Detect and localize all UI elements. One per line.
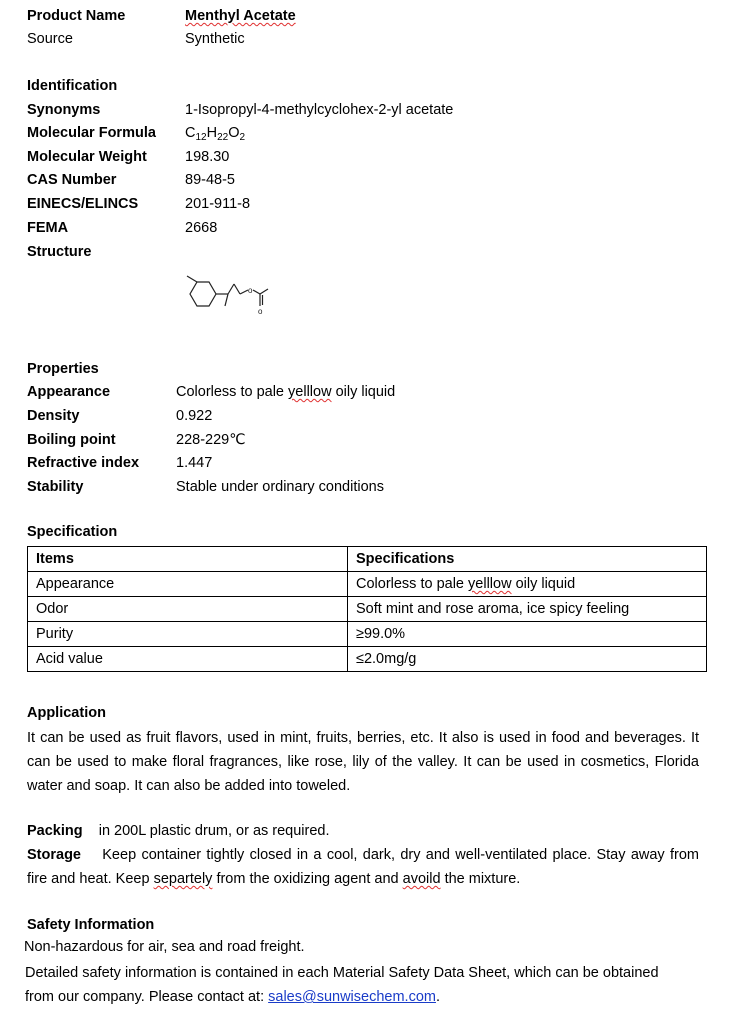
fema-label: FEMA xyxy=(27,220,69,236)
safety-text-end: . xyxy=(435,989,440,1005)
spec-misspelled: yelllow xyxy=(468,576,512,592)
spec-text-end: oily liquid xyxy=(511,576,576,592)
product-name-label: Product Name xyxy=(27,8,126,24)
safety-paragraph xyxy=(25,961,685,1009)
safety-text: Detailed safety information is contained in each Material Safety Data Sheet, which can be obtained from our company. Please contact at: xyxy=(25,965,659,1005)
table-cell-item: Purity xyxy=(28,622,348,647)
synonyms-label: Synonyms xyxy=(27,102,101,118)
table-cell-spec: ≥99.0% xyxy=(348,622,707,647)
appearance-label: Appearance xyxy=(27,384,111,400)
column-header-specifications: Specifications xyxy=(348,547,707,572)
specification-heading: Specification xyxy=(27,524,118,540)
storage-misspelled-1: separtely xyxy=(153,871,213,887)
oxygen-atom: o xyxy=(248,286,253,295)
formula-c-count: 12 xyxy=(195,132,207,143)
cyclohexane-ring xyxy=(190,282,216,306)
o-bond xyxy=(240,290,248,294)
formula-h-count: 22 xyxy=(217,132,229,143)
formula-label: Molecular Formula xyxy=(27,125,156,141)
contact-email-link[interactable]: sales@sunwisechem.com xyxy=(268,989,436,1005)
appearance-misspelled: yelllow xyxy=(288,384,332,400)
formula-o: O xyxy=(228,125,240,141)
source-value: Synthetic xyxy=(185,31,245,47)
column-header-items: Items xyxy=(28,547,348,572)
refractive-value: 1.447 xyxy=(176,455,213,471)
einecs-value: 201-911-8 xyxy=(185,196,251,212)
packing-line xyxy=(27,823,330,839)
o-c-bond xyxy=(253,290,260,294)
weight-label: Molecular Weight xyxy=(27,149,147,165)
boiling-value: 228-229℃ xyxy=(176,432,246,448)
ester-bond xyxy=(234,284,240,294)
storage-paragraph xyxy=(27,843,699,891)
molecule-structure-image xyxy=(180,268,280,328)
stability-value: Stable under ordinary conditions xyxy=(176,479,384,495)
source-label: Source xyxy=(27,31,73,47)
storage-text-2: from the oxidizing agent and xyxy=(212,871,403,887)
stability-label: Stability xyxy=(27,479,84,495)
table-cell-item: Odor xyxy=(28,597,348,622)
properties-heading: Properties xyxy=(27,361,99,377)
synonyms-value: 1-Isopropyl-4-methylcyclohex-2-yl acetate xyxy=(185,102,454,118)
appearance-text-end: oily liquid xyxy=(331,384,396,400)
table-row xyxy=(28,647,707,672)
density-label: Density xyxy=(27,408,80,424)
packing-label: Packing xyxy=(27,823,83,839)
table-row xyxy=(28,622,707,647)
isopropyl-bond xyxy=(228,284,234,294)
table-cell-item: Acid value xyxy=(28,647,348,672)
storage-misspelled-2: avoild xyxy=(402,871,441,887)
carbonyl-oxygen-atom: o xyxy=(258,307,263,316)
formula-c: C xyxy=(185,125,196,141)
formula-h: H xyxy=(206,125,218,141)
safety-heading: Safety Information xyxy=(27,917,155,933)
weight-value: 198.30 xyxy=(185,149,230,165)
einecs-label: EINECS/ELINCS xyxy=(27,196,139,212)
table-header-row xyxy=(28,547,707,572)
acetyl-methyl-bond xyxy=(260,289,268,294)
cas-value: 89-48-5 xyxy=(185,172,235,188)
storage-label: Storage xyxy=(27,847,81,863)
spec-text: Colorless to pale xyxy=(356,576,469,592)
isopropyl-branch xyxy=(225,294,228,306)
safety-line-1: Non-hazardous for air, sea and road freight. xyxy=(24,939,305,955)
table-cell-item: Appearance xyxy=(28,572,348,597)
identification-heading: Identification xyxy=(27,78,118,94)
application-text: It can be used as fruit flavors, used in mint, fruits, berries, etc. It also is used in food and beverages. It can be used to make floral fragrances, like rose, lily of the valley. It can be used in cosmetics, Florida water and soap. It can also be added into toweled. xyxy=(27,730,699,794)
table-cell-spec: ≤2.0mg/g xyxy=(348,647,707,672)
product-name-value xyxy=(185,8,296,24)
application-heading: Application xyxy=(27,705,106,721)
methyl-bond xyxy=(187,276,197,282)
table-cell-spec: Soft mint and rose aroma, ice spicy feeling xyxy=(348,597,707,622)
storage-text-3: the mixture. xyxy=(440,871,521,887)
structure-label: Structure xyxy=(27,244,92,260)
fema-value: 2668 xyxy=(185,220,218,236)
specification-table xyxy=(27,546,707,672)
formula-o-count: 2 xyxy=(239,132,246,143)
table-row xyxy=(28,572,707,597)
density-value: 0.922 xyxy=(176,408,213,424)
packing-text: in 200L plastic drum, or as required. xyxy=(98,823,330,839)
table-cell-spec xyxy=(348,572,707,597)
product-name-text: Menthyl Acetate xyxy=(185,8,296,24)
cas-label: CAS Number xyxy=(27,172,117,188)
refractive-label: Refractive index xyxy=(27,455,140,471)
appearance-value xyxy=(176,384,395,400)
boiling-label: Boiling point xyxy=(27,432,116,448)
table-row xyxy=(28,597,707,622)
appearance-text: Colorless to pale xyxy=(176,384,289,400)
formula-value xyxy=(185,125,245,141)
storage-text: Keep container tightly closed in a cool, dark, dry and well-ventilated place. Stay away from fire and heat. Keep xyxy=(27,847,699,887)
